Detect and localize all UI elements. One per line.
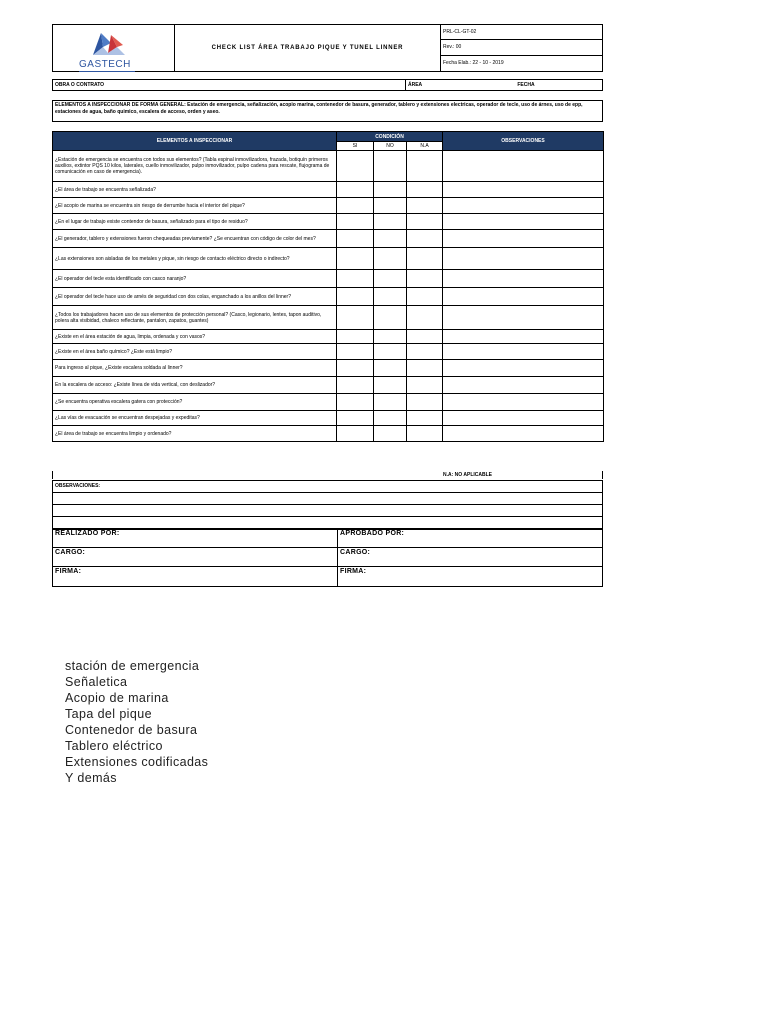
item-text: ¿Las vías de evacuación se encuentran despejadas y expeditas? (53, 411, 337, 426)
cargo-field[interactable]: CARGO: (338, 548, 602, 567)
table-row (53, 394, 604, 411)
table-row (53, 426, 604, 442)
note-line: Acopio de marina (65, 691, 169, 705)
na-cell[interactable] (407, 411, 443, 426)
no-cell[interactable] (374, 182, 407, 198)
note-line: Contenedor de basura (65, 723, 198, 737)
si-cell[interactable] (337, 426, 374, 442)
si-cell[interactable] (337, 182, 374, 198)
observations-line[interactable] (53, 493, 602, 505)
obs-cell[interactable] (443, 270, 604, 288)
si-cell[interactable] (337, 230, 374, 248)
table-row (53, 411, 604, 426)
no-cell[interactable] (374, 411, 407, 426)
col-condition-header: CONDICIÓN (337, 132, 443, 142)
na-cell[interactable] (407, 198, 443, 214)
table-row (53, 151, 604, 182)
item-text: ¿Existe en el área estación de agua, limpia, ordenada y con vasos? (53, 330, 337, 344)
note-line: Tapa del pique (65, 707, 152, 721)
si-cell[interactable] (337, 306, 374, 330)
obs-cell[interactable] (443, 330, 604, 344)
item-text: ¿El operador del tecle hace uso de arnés de seguridad con dos colas, enganchado a los anillos del linner? (53, 288, 337, 306)
obs-cell[interactable] (443, 360, 604, 377)
company-logo (53, 25, 175, 71)
no-cell[interactable] (374, 230, 407, 248)
item-text: En la escalera de acceso: ¿Existe línea de vida vertical, con deslizador? (53, 377, 337, 394)
na-cell[interactable] (407, 248, 443, 270)
observations-line[interactable] (53, 505, 602, 517)
table-row (53, 182, 604, 198)
table-row (53, 248, 604, 270)
table-row (53, 288, 604, 306)
obs-cell[interactable] (443, 248, 604, 270)
col-no-header: NO (374, 142, 407, 151)
no-cell[interactable] (374, 248, 407, 270)
table-row (53, 330, 604, 344)
si-cell[interactable] (337, 214, 374, 230)
table-row (53, 214, 604, 230)
na-note: N.A: NO APLICABLE (443, 472, 492, 478)
obs-cell[interactable] (443, 344, 604, 360)
no-cell[interactable] (374, 198, 407, 214)
obs-cell[interactable] (443, 198, 604, 214)
area-label: ÁREA (408, 82, 423, 88)
no-cell[interactable] (374, 360, 407, 377)
firma-field[interactable]: FIRMA: (55, 568, 82, 575)
no-cell[interactable] (374, 288, 407, 306)
realizado-field[interactable]: REALIZADO POR: (53, 529, 337, 548)
aprobado-column (338, 529, 602, 586)
no-cell[interactable] (374, 330, 407, 344)
na-cell[interactable] (407, 394, 443, 411)
si-cell[interactable] (337, 344, 374, 360)
obs-cell[interactable] (443, 182, 604, 198)
table-row (53, 270, 604, 288)
na-cell[interactable] (407, 426, 443, 442)
document-header (52, 24, 603, 72)
na-cell[interactable] (407, 214, 443, 230)
item-text: ¿Se encuentra operativa escalera gatera con protección? (53, 394, 337, 411)
fecha-label: FECHA (517, 82, 535, 88)
note-line: Extensiones codificadas (65, 755, 209, 769)
item-text: ¿En el lugar de trabajo existe contendor de basura, señalizado para el tipo de residuo? (53, 214, 337, 230)
obs-cell[interactable] (443, 377, 604, 394)
note-line: Tablero eléctrico (65, 739, 163, 753)
na-cell[interactable] (407, 344, 443, 360)
si-cell[interactable] (337, 248, 374, 270)
na-cell[interactable] (407, 377, 443, 394)
note-line: Señaletica (65, 675, 128, 689)
document-title: CHECK LIST ÁREA TRABAJO PIQUE Y TUNEL LINNER (175, 25, 441, 71)
handwritten-notes (65, 658, 208, 786)
no-cell[interactable] (374, 151, 407, 182)
no-cell[interactable] (374, 214, 407, 230)
na-cell[interactable] (407, 288, 443, 306)
na-cell[interactable] (407, 306, 443, 330)
document-date: Fecha Elab.: 22 - 10 - 2019 (443, 59, 504, 66)
si-cell[interactable] (337, 360, 374, 377)
na-cell[interactable] (407, 151, 443, 182)
note-line: stación de emergencia (65, 659, 200, 673)
item-text: ¿El operador del tecle esta identificado con casco naranjo? (53, 270, 337, 288)
na-cell[interactable] (407, 182, 443, 198)
si-cell[interactable] (337, 288, 374, 306)
observations-box (52, 480, 603, 530)
signature-block (52, 528, 603, 587)
no-cell[interactable] (374, 306, 407, 330)
document-meta (441, 25, 602, 71)
obs-cell[interactable] (443, 230, 604, 248)
logo-text: GASTECH (79, 59, 131, 70)
contract-row (52, 79, 603, 91)
no-cell[interactable] (374, 377, 407, 394)
general-elements-text: ELEMENTOS A INSPECCIONAR DE FORMA GENERAL: Estación de emergencia, señalización, acopio marina, contenedor de basura, generador, tablero y extensiones electricas, operador de tecle, uso de árnes, uso de epp, estaciones de agua, baño quimico, escalera de acceso, orden y aseo. (52, 100, 603, 122)
col-si-header: SI (337, 142, 374, 151)
si-cell[interactable] (337, 394, 374, 411)
realizado-column (53, 529, 338, 586)
inspection-table (52, 131, 604, 442)
logo-underline (79, 71, 135, 72)
table-row (53, 377, 604, 394)
obs-cell[interactable] (443, 426, 604, 442)
cargo-field[interactable]: CARGO: (53, 548, 337, 567)
no-cell[interactable] (374, 426, 407, 442)
si-cell[interactable] (337, 151, 374, 182)
col-elements-header: ELEMENTOS A INSPECCIONAR (53, 132, 337, 151)
item-text: ¿El área de trabajo se encuentra señalizada? (53, 182, 337, 198)
obs-cell[interactable] (443, 214, 604, 230)
item-text: ¿El acopio de marina se encuentra sin riesgo de derrumbe hacia el interior del pique? (53, 198, 337, 214)
obs-cell[interactable] (443, 306, 604, 330)
si-cell[interactable] (337, 411, 374, 426)
na-cell[interactable] (407, 230, 443, 248)
na-cell[interactable] (407, 330, 443, 344)
obs-cell[interactable] (443, 151, 604, 182)
table-row (53, 360, 604, 377)
si-cell[interactable] (337, 198, 374, 214)
si-cell[interactable] (337, 330, 374, 344)
si-cell[interactable] (337, 270, 374, 288)
document-code: PRL-CL-GT-02 (441, 25, 602, 40)
item-text: ¿Las extensiones son aisladas de los metales y pique, sin riesgo de contacto eléctrico directo o indirecto? (53, 248, 337, 270)
observations-label: OBSERVACIONES: (53, 481, 602, 493)
obs-cell[interactable] (443, 394, 604, 411)
obra-label: OBRA O CONTRATO (53, 80, 406, 90)
obs-cell[interactable] (443, 288, 604, 306)
item-text: ¿Estación de emergencia se encuentra con todos sus elementos? (Tabla espinal inmovilizadora, frazada, botiquín primeros auxilios, extintor PQS 10 kilos, laterales, cuello inmovilizador, pulpo inmovilizador, pulpo cadena para rescate, flujograma de comunicación en caso de emergencia). (53, 151, 337, 182)
no-cell[interactable] (374, 270, 407, 288)
na-legend (52, 471, 603, 479)
item-text: ¿El generador, tablero y extensiones fueron chequeadas previamente? ¿Se encuentran con código de color del mes? (53, 230, 337, 248)
si-cell[interactable] (337, 377, 374, 394)
item-text: ¿Existe en el área baño químico? ¿Este está limpio? (53, 344, 337, 360)
obs-cell[interactable] (443, 411, 604, 426)
col-na-header: N.A (407, 142, 443, 151)
aprobado-field[interactable]: APROBADO POR: (338, 529, 602, 548)
table-row (53, 230, 604, 248)
table-row (53, 344, 604, 360)
table-row (53, 306, 604, 330)
firma-field[interactable]: FIRMA: (340, 568, 367, 575)
na-cell[interactable] (407, 360, 443, 377)
item-text: Para ingreso al pique, ¿Existe escalera soldada al linner? (53, 360, 337, 377)
note-line: Y demás (65, 771, 117, 785)
na-cell[interactable] (407, 270, 443, 288)
col-observations-header: OBSERVACIONES (443, 132, 604, 151)
item-text: ¿Todos los trabajadores hacen uso de sus elementos de protección personal? (Casco, legionario, lentes, tapon auditivo, polera alta visibidad, chaleco reflectante, pantalon, zapatos, guantes) (53, 306, 337, 330)
table-row (53, 198, 604, 214)
item-text: ¿El área de trabajo se encuentra limpio y ordenado? (53, 426, 337, 442)
no-cell[interactable] (374, 394, 407, 411)
no-cell[interactable] (374, 344, 407, 360)
document-revision: Rev.: 00 (441, 40, 602, 55)
